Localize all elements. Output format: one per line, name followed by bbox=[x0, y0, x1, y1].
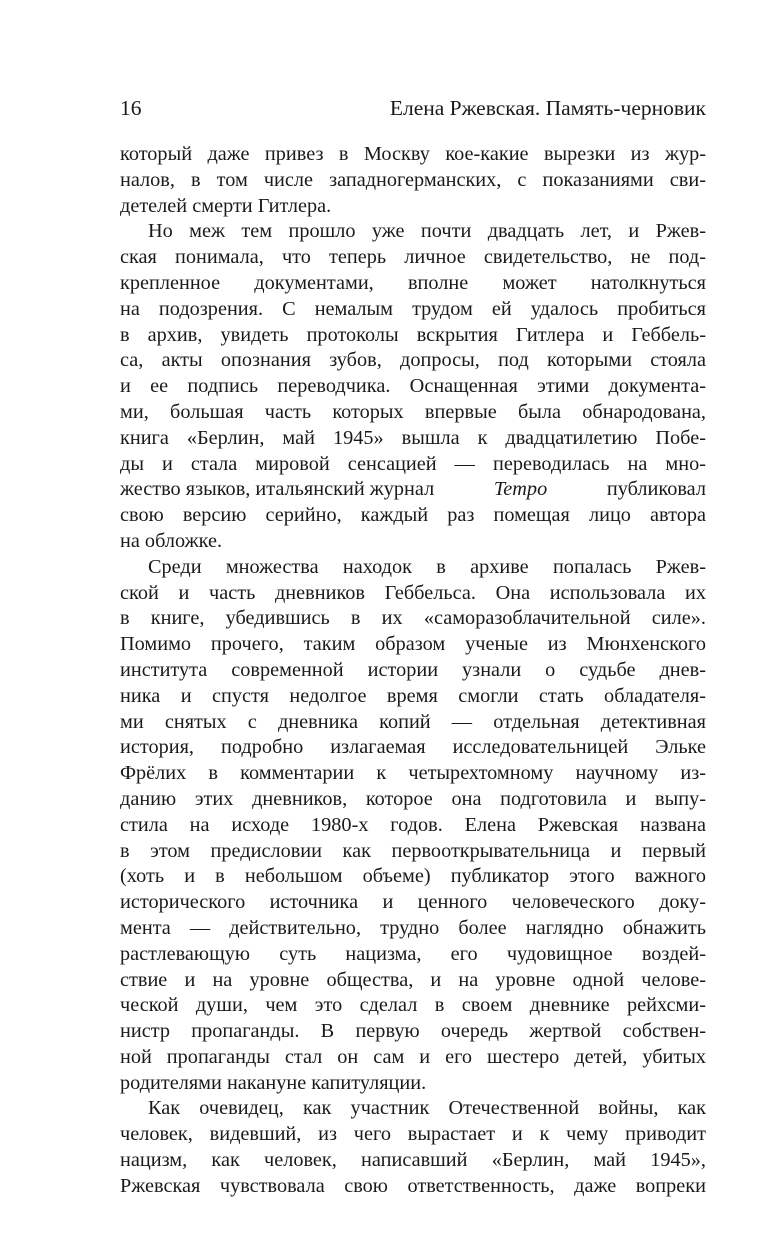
text-line: института современной истории узнали о судьбе днев- bbox=[120, 658, 706, 681]
text-line: Фрёлих в комментарии к четырехтомному научному из- bbox=[120, 762, 706, 785]
text-line: стила на исходе 1980-х годов. Елена Ржевская названа bbox=[120, 813, 706, 836]
text-line: человек, видевший, из чего вырастает и к чему приводит bbox=[120, 1123, 706, 1146]
text-line: книга «Берлин, май 1945» вышла к двадцатилетию Побе- bbox=[120, 426, 706, 449]
text-line: крепленное документами, вполне может натолкнуться bbox=[120, 271, 706, 294]
text-line: налов, в том числе западногерманских, с показаниями сви- bbox=[120, 168, 706, 191]
text-line: Среди множества находок в архиве попалась Ржев- bbox=[148, 555, 706, 578]
text-line: ми, большая часть которых впервые была обнародована, bbox=[120, 400, 706, 423]
paragraph bbox=[120, 142, 706, 219]
text-line: ника и спустя недолгое время смогли стать обладателя- bbox=[120, 684, 706, 707]
page-number: 16 bbox=[120, 96, 142, 120]
text-line: ческой души, чем это сделал в своем дневнике рейхсми- bbox=[120, 994, 706, 1017]
text-line: ской и часть дневников Геббельса. Она использовала их bbox=[120, 581, 706, 604]
text-line: ми снятых с дневника копий — отдельная детективная bbox=[120, 710, 706, 733]
running-header bbox=[120, 95, 706, 121]
text-line: детелей смерти Гитлера. bbox=[120, 194, 332, 217]
text-line: на подозрения. С немалым трудом ей удалось пробиться bbox=[120, 297, 706, 320]
text-line: (хоть и в небольшом объеме) публикатор этого важного bbox=[120, 865, 706, 888]
text-line bbox=[120, 477, 706, 503]
italic-title: Tempo bbox=[493, 478, 548, 501]
page-body-text bbox=[120, 142, 706, 1200]
running-title: Елена Ржевская. Память-черновик bbox=[389, 96, 706, 120]
text-line: Помимо прочего, таким образом ученые из Мюнхенского bbox=[120, 633, 706, 656]
text-segment: публиковал bbox=[601, 478, 706, 501]
text-line: который даже привез в Москву кое-какие вырезки из жур- bbox=[120, 143, 706, 165]
paragraph bbox=[120, 555, 706, 1097]
text-line: Ржевская чувствовала свою ответственность, даже вопреки bbox=[120, 1174, 706, 1197]
text-line: ды и стала мировой сенсацией — переводилась на мно- bbox=[120, 452, 706, 475]
text-line: ская понимала, что теперь личное свидетельство, не под- bbox=[120, 246, 706, 269]
text-line: в архив, увидеть протоколы вскрытия Гитлера и Геббель- bbox=[120, 323, 706, 346]
text-line: нацизм, как человек, написавший «Берлин, май 1945», bbox=[120, 1149, 706, 1172]
text-line: в этом предисловии как первооткрывательница и первый bbox=[120, 839, 706, 862]
text-line: Как очевидец, как участник Отечественной войны, как bbox=[148, 1097, 706, 1120]
text-line: са, акты опознания зубов, допросы, под которыми стояла bbox=[120, 349, 706, 372]
paragraph bbox=[120, 219, 706, 554]
text-line: и ее подпись переводчика. Оснащенная этими документа- bbox=[120, 375, 706, 398]
text-line: исторического источника и ценного человеческого доку- bbox=[120, 891, 706, 914]
text-line: нистр пропаганды. В первую очередь жертвой собствен- bbox=[120, 1020, 706, 1043]
paragraph bbox=[120, 1096, 706, 1199]
text-line: в книге, убедившись в их «саморазоблачительной силе». bbox=[120, 607, 706, 630]
text-line: ной пропаганды стал он сам и его шестеро детей, убитых bbox=[120, 1045, 706, 1068]
text-line: родителями накануне капитуляции. bbox=[120, 1071, 427, 1094]
text-line: данию этих дневников, которое она подготовила и выпу- bbox=[120, 787, 706, 810]
text-line: свою версию серийно, каждый раз помещая лицо автора bbox=[120, 504, 706, 527]
text-line: Но меж тем прошло уже почти двадцать лет, и Ржев- bbox=[148, 220, 706, 243]
text-line: растлевающую суть нацизма, его чудовищное воздей- bbox=[120, 942, 706, 965]
text-line: на обложке. bbox=[120, 529, 223, 552]
text-line: ствие и на уровне общества, и на уровне одной челове- bbox=[120, 968, 706, 991]
text-line: история, подробно излагаемая исследовательницей Эльке bbox=[120, 736, 706, 759]
text-line: мента — действительно, трудно более наглядно обнажить bbox=[120, 916, 706, 939]
text-segment: жество языков, итальянский журнал bbox=[120, 478, 440, 501]
